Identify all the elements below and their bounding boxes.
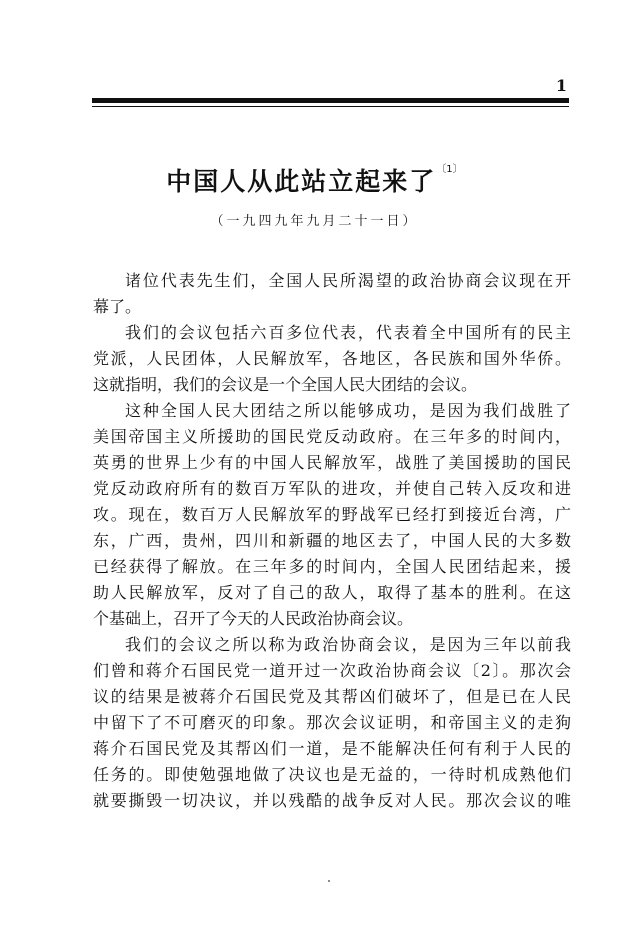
text-line: 这就指明，我们的会议是一个全国人民大团结的会议。	[93, 375, 478, 394]
title-footnote-marker: 〔1〕	[436, 164, 463, 175]
text-line: 议的结果是被蒋介石国民党及其帮凶们破坏了，但是已在人民	[93, 687, 571, 706]
text-line: 个基础上，召开了今天的人民政治协商会议。	[93, 609, 414, 628]
text-line: 已经获得了解放。在三年多的时间内，全国人民团结起来，援	[93, 557, 571, 576]
text-line: 党反动政府所有的数百万军队的进攻，并使自己转入反攻和进	[93, 479, 571, 498]
chapter-title-text: 中国人从此站立起来了	[166, 167, 437, 196]
page-number: 1	[555, 76, 567, 95]
chapter-title	[0, 162, 629, 198]
text-line: 这种全国人民大团结之所以能够成功，是因为我们战胜了	[125, 401, 571, 420]
text-line: 就要撕毁一切决议，并以残酷的战争反对人民。那次会议的唯	[93, 791, 571, 810]
text-line: 助人民解放军，反对了自己的敌人，取得了基本的胜利。在这	[93, 583, 571, 602]
text-line: 攻。现在，数百万人民解放军的野战军已经打到接近台湾，广	[93, 505, 571, 524]
header-rule-thin	[92, 106, 569, 107]
text-line: 任务的。即使勉强地做了决议也是无益的，一待时机成熟他们	[93, 765, 571, 784]
text-line: 中留下了不可磨灭的印象。那次会议证明，和帝国主义的走狗	[93, 713, 571, 732]
body-text	[93, 268, 571, 814]
header-rule-thick	[92, 98, 569, 103]
text-line: 美国帝国主义所援助的国民党反动政府。在三年多的时间内，	[93, 427, 571, 446]
text-line: 蒋介石国民党及其帮凶们一道，是不能解决任何有利于人民的	[93, 739, 571, 758]
chapter-date: （一九四九年九月二十一日）	[210, 214, 419, 229]
scan-speck	[328, 880, 330, 882]
text-line: 我们的会议之所以称为政治协商会议，是因为三年以前我	[125, 635, 571, 654]
text-line: 幕了。	[93, 297, 142, 316]
text-line: 们曾和蒋介石国民党一道开过一次政治协商会议〔2〕。那次会	[93, 661, 571, 680]
text-line: 诸位代表先生们，全国人民所渴望的政治协商会议现在开	[125, 271, 571, 290]
text-line: 英勇的世界上少有的中国人民解放军，战胜了美国援助的国民	[93, 453, 571, 472]
text-line: 党派，人民团体，人民解放军，各地区，各民族和国外华侨。	[93, 349, 571, 368]
text-line: 东，广西，贵州，四川和新疆的地区去了，中国人民的大多数	[93, 531, 571, 550]
text-line: 我们的会议包括六百多位代表，代表着全中国所有的民主	[125, 323, 571, 342]
